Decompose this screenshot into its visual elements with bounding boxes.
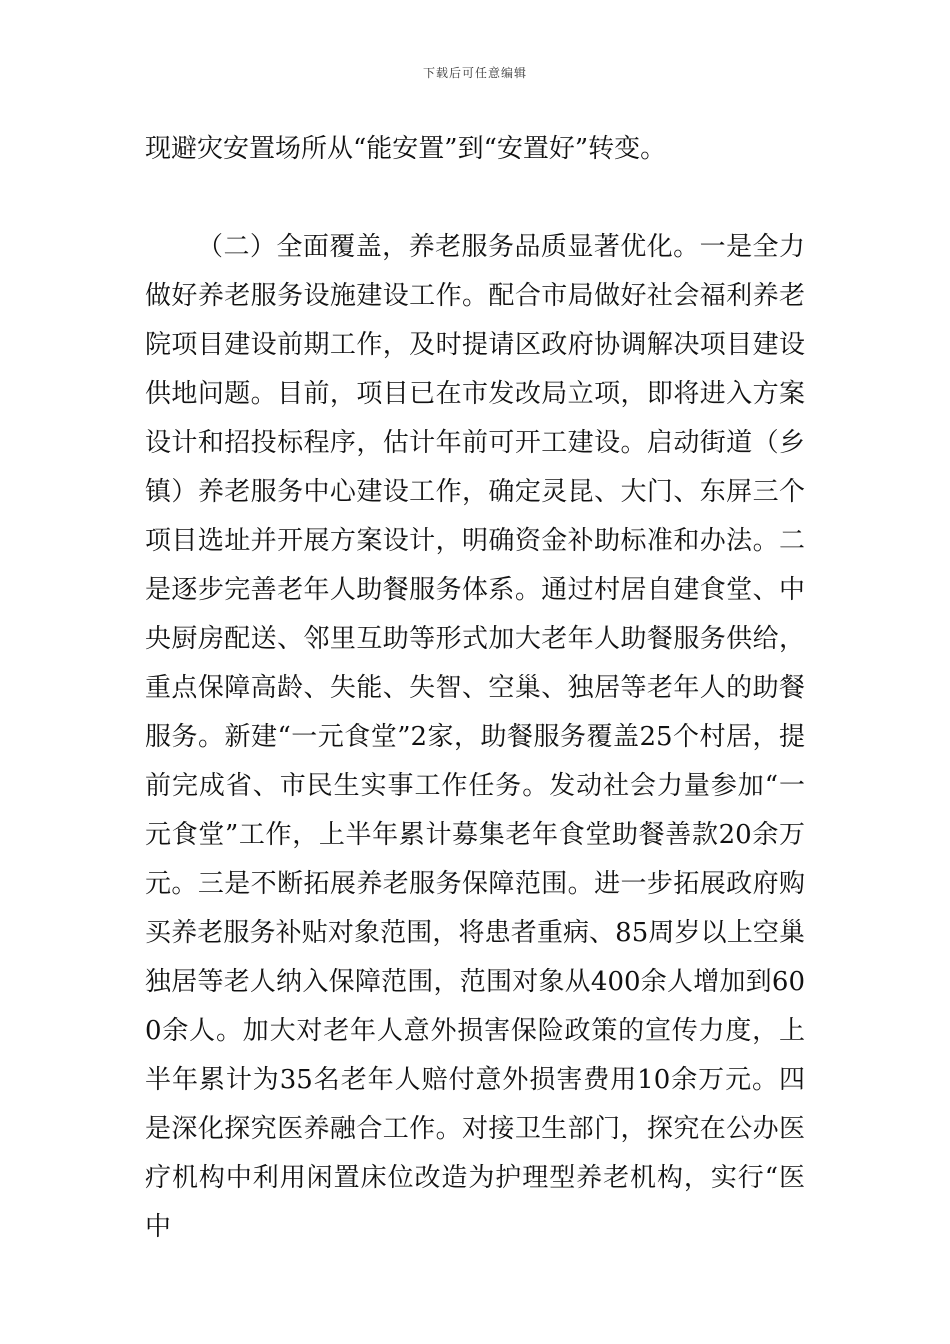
header-note: 下载后可任意编辑 <box>422 66 527 80</box>
continuation-paragraph: 现避灾安置场所从“能安置”到“安置好”转变。 <box>145 134 667 164</box>
section-paragraph: （二）全面覆盖，养老服务品质显著优化。一是全力做好养老服务设施建设工作。配合市局做好社会福利养老院项目建设前期工作，及时提请区政府协调解决项目建设供地问题。目前，项目已在市发改局立项，即将进入方案设计和招投标程序，估计年前可开工建设。启动街道（乡镇）养老服务中心建设工作，确定灵昆、大门、东屏三个项目选址并开展方案设计，明确资金补助标准和办法。二是逐步完善老年人助餐服务体系。通过村居自建食堂、中央厨房配送、邻里互助等形式加大老年人助餐服务供给，重点保障高龄、失能、失智、空巢、独居等老年人的助餐服务。新建“一元食堂”2家，助餐服务覆盖25个村居，提前完成省、市民生实事工作任务。发动社会力量参加“一元食堂”工作，上半年累计募集老年食堂助餐善款20余万元。三是不断拓展养老服务保障范围。进一步拓展政府购买养老服务补贴对象范围，将患者重病、85周岁以上空巢独居等老人纳入保障范围，范围对象从400余人增加到600余人。加大对老年人意外损害保险政策的宣传力度，上半年累计为35名老年人赔付意外损害费用10余万元。四是深化探究医养融合工作。对接卫生部门，探究在公办医疗机构中利用闲置床位改造为护理型养老机构，实行“医中 <box>145 232 805 1242</box>
